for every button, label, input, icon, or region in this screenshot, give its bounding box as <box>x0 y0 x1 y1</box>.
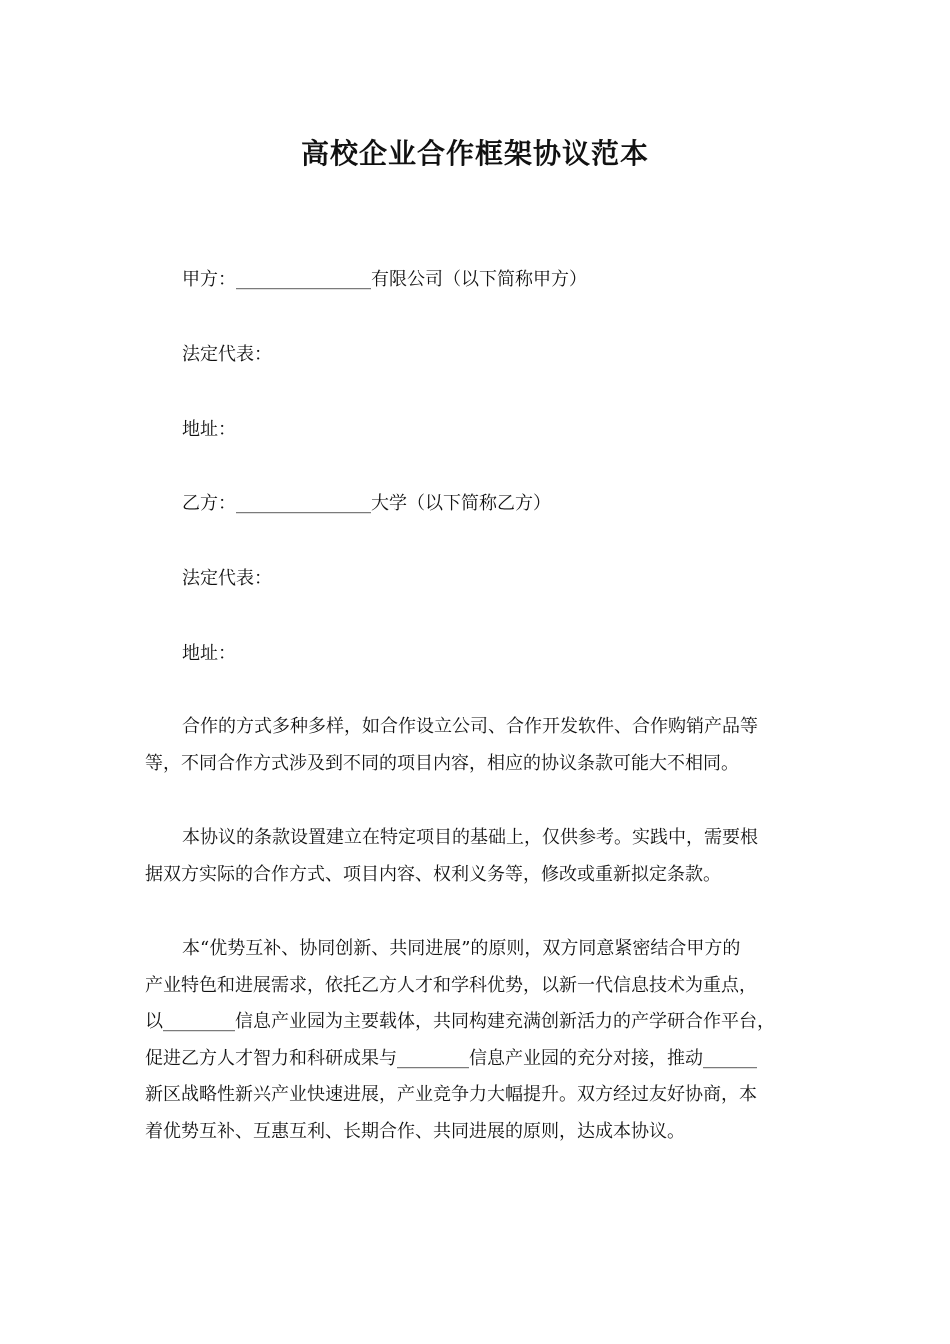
party-b-suffix: 大学（以下简称乙方） <box>371 493 551 514</box>
paragraph-line: 据双方实际的合作方式、项目内容、权利义务等，修改或重新拟定条款。 <box>145 863 721 885</box>
paragraph-cooperation-methods <box>145 709 809 782</box>
paragraph-line: 新区战略性新兴产业快速进展，产业竞争力大幅提升。双方经过友好协商，本 <box>145 1084 757 1105</box>
paragraph-line: 等，不同合作方式涉及到不同的项目内容，相应的协议条款可能大不相同。 <box>145 752 739 774</box>
paragraph-line: 产业特色和进展需求，依托乙方人才和学科优势，以新一代信息技术为重点， <box>145 974 757 996</box>
paragraph-line: 本协议的条款设置建立在特定项目的基础上，仅供参考。实践中，需要根 <box>182 827 758 848</box>
paragraph-line: 促进乙方人才智力和科研成果与________信息产业园的充分对接，推动______ <box>145 1047 757 1069</box>
paragraph-line: 合作的方式多种多样，如合作设立公司、合作开发软件、合作购销产品等 <box>182 716 758 737</box>
party-a-name-blank: _______________ <box>236 269 371 290</box>
party-a-line <box>182 267 587 293</box>
party-a-address-label: 地址： <box>182 419 236 440</box>
paragraph-line: 以________信息产业园为主要载体，共同构建充满创新活力的产学研合作平台， <box>145 1011 775 1032</box>
paragraph-principles <box>145 931 809 1150</box>
party-b-address-label: 地址： <box>182 643 236 664</box>
document-title: 高校企业合作框架协议范本 <box>300 137 649 170</box>
party-b-name-blank: _______________ <box>236 493 371 514</box>
party-a-suffix: 有限公司（以下简称甲方） <box>371 269 587 290</box>
party-b-label: 乙方： <box>182 493 236 514</box>
party-a-label: 甲方： <box>182 269 236 290</box>
paragraph-line: 本“优势互补、协同创新、共同进展”的原则，双方同意紧密结合甲方的 <box>182 938 741 959</box>
paragraph-line: 着优势互补、互惠互利、长期合作、共同进展的原则，达成本协议。 <box>145 1120 685 1142</box>
paragraph-reference-note <box>145 820 809 893</box>
party-a-representative-label: 法定代表： <box>182 344 272 365</box>
party-b-representative-label: 法定代表： <box>182 568 272 589</box>
party-b-line <box>182 491 551 517</box>
